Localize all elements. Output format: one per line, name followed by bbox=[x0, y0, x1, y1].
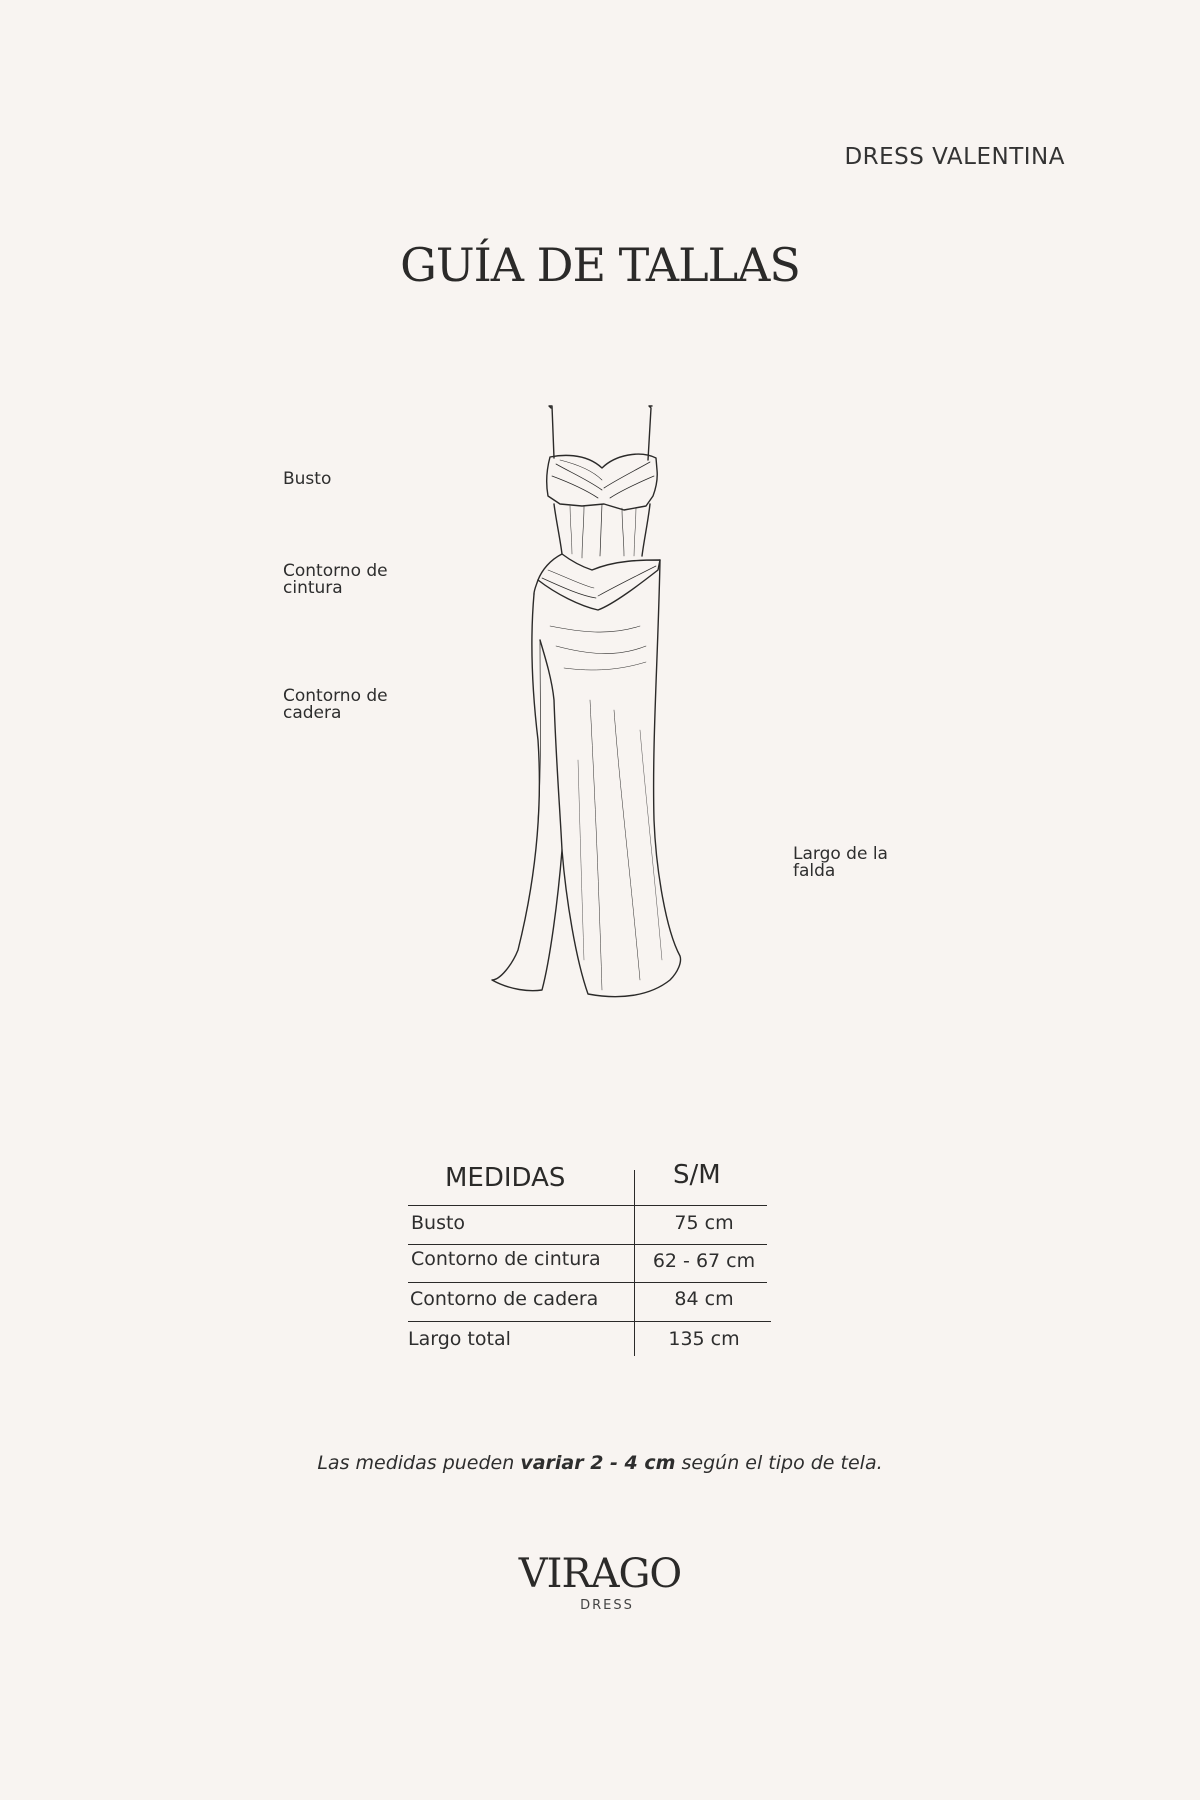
page-title: GUÍA DE TALLAS bbox=[400, 238, 800, 292]
row-value-cadera: 84 cm bbox=[674, 1288, 734, 1310]
measurement-note bbox=[0, 1452, 1200, 1474]
row-value-busto: 75 cm bbox=[674, 1212, 734, 1234]
skirt-slit bbox=[540, 640, 562, 850]
row-label-busto: Busto bbox=[411, 1212, 466, 1234]
header-size: S/M bbox=[673, 1160, 721, 1190]
size-table bbox=[408, 1160, 773, 1356]
brand-logo bbox=[0, 1552, 1200, 1613]
note-prefix: Las medidas pueden bbox=[317, 1452, 521, 1474]
row-divider bbox=[408, 1205, 767, 1206]
left-strap bbox=[549, 406, 554, 458]
callout-cintura: Contorno de cintura bbox=[283, 561, 388, 598]
brand-subtitle: DRESS bbox=[580, 1598, 634, 1613]
right-strap bbox=[648, 406, 652, 460]
dress-illustration bbox=[490, 400, 720, 1000]
brand-name: VIRAGO bbox=[518, 1551, 682, 1597]
row-label-largo: Largo total bbox=[408, 1328, 511, 1350]
callout-busto: Busto bbox=[283, 469, 332, 489]
callout-cadera: Contorno de cadera bbox=[283, 686, 388, 723]
note-suffix: según el tipo de tela. bbox=[675, 1452, 883, 1474]
product-name: DRESS VALENTINA bbox=[844, 144, 1065, 170]
note-emphasis: variar 2 - 4 cm bbox=[520, 1452, 676, 1474]
row-value-cintura: 62 - 67 cm bbox=[652, 1250, 756, 1272]
row-divider bbox=[408, 1244, 767, 1245]
row-divider bbox=[408, 1321, 771, 1322]
header-medidas: MEDIDAS bbox=[445, 1163, 566, 1193]
callout-falda: Largo de la falda bbox=[793, 844, 888, 881]
skirt-outline bbox=[492, 560, 681, 997]
row-label-cintura: Contorno de cintura bbox=[411, 1248, 601, 1270]
row-divider bbox=[408, 1282, 767, 1283]
row-label-cadera: Contorno de cadera bbox=[410, 1288, 599, 1310]
row-value-largo: 135 cm bbox=[668, 1328, 740, 1350]
waist-band bbox=[538, 554, 660, 610]
